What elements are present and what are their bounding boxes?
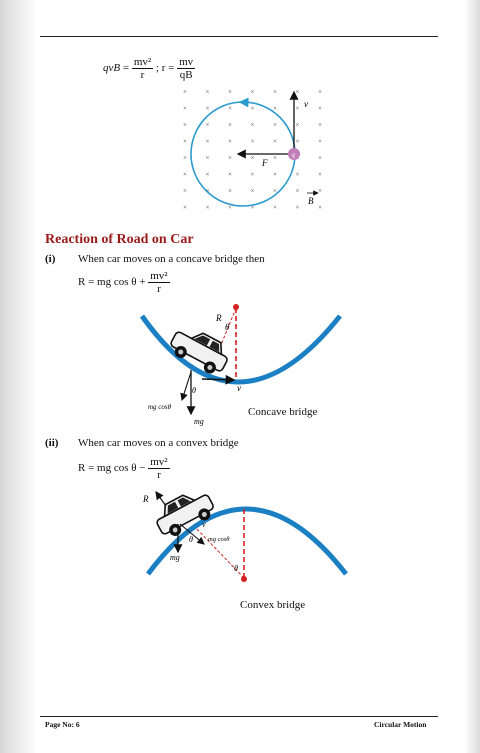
- velocity-label: v: [237, 383, 241, 393]
- page-shadow-left: [0, 0, 34, 753]
- field-cross-mark: ×: [318, 104, 322, 113]
- convex-bridge-diagram: [130, 484, 360, 594]
- field-cross-mark: ×: [228, 121, 232, 129]
- field-cross-mark: ×: [205, 137, 210, 146]
- field-cross-mark: ×: [273, 170, 277, 179]
- field-cross-grid: [183, 88, 322, 212]
- fraction-mv2-over-r: [148, 456, 169, 481]
- field-cross-mark: ×: [205, 170, 210, 179]
- field-cross-mark: ×: [250, 170, 255, 179]
- bottom-rule: [40, 716, 438, 717]
- formula-lhs: R = mg cos θ −: [78, 462, 146, 475]
- angle-label-car: θ: [189, 535, 193, 544]
- field-cross-mark: ×: [183, 137, 187, 146]
- item-text-ii: When car moves on a convex bridge: [78, 437, 239, 449]
- field-cross-mark: ×: [318, 137, 322, 146]
- field-cross-mark: ×: [318, 203, 322, 212]
- concave-bridge-diagram: [130, 300, 360, 430]
- magnetic-field-diagram: [170, 82, 340, 218]
- fraction-numerator: mv²: [150, 456, 168, 468]
- center-point: [241, 576, 247, 582]
- field-cross-mark: ×: [318, 170, 322, 179]
- lorentz-equation: qvB = $\frac{\text{mv²}}{r}$ ; r = $\frac{mv}{qB}$: [103, 56, 194, 82]
- fraction-mv2-over-r: [148, 270, 169, 295]
- velocity-arrow: [202, 379, 234, 380]
- field-cross-mark: ×: [273, 121, 277, 129]
- field-cross-mark: ×: [183, 154, 187, 162]
- field-label: B: [308, 196, 314, 206]
- weight-label: mg: [170, 553, 180, 562]
- field-cross-mark: ×: [273, 203, 277, 212]
- fraction-mv-over-qb: [177, 56, 195, 81]
- field-cross-mark: ×: [205, 203, 210, 212]
- fraction-numerator: mv: [179, 56, 194, 68]
- velocity-label: v: [304, 99, 308, 109]
- field-cross-mark: ×: [250, 187, 255, 195]
- field-cross-mark: ×: [295, 121, 300, 129]
- field-cross-mark: ×: [205, 121, 210, 129]
- field-cross-mark: ×: [250, 88, 255, 96]
- field-cross-mark: ×: [183, 187, 187, 195]
- angle-label-top: θ: [225, 322, 230, 332]
- convex-formula: [78, 456, 170, 481]
- fraction-denominator: r: [157, 469, 161, 482]
- field-cross-mark: ×: [250, 121, 255, 129]
- field-cross-mark: ×: [205, 104, 210, 113]
- field-cross-mark: ×: [295, 88, 300, 96]
- section-heading: Reaction of Road on Car: [45, 232, 194, 247]
- field-cross-mark: ×: [183, 170, 187, 179]
- fraction-numerator: mv²: [150, 270, 168, 282]
- chapter-name: Circular Motion: [374, 720, 427, 729]
- fraction-denominator: qB: [179, 69, 193, 82]
- equation-separator: ; r =: [155, 62, 175, 75]
- field-cross-mark: ×: [250, 137, 255, 146]
- fraction-denominator: r: [140, 69, 145, 82]
- field-cross-mark: ×: [250, 154, 255, 162]
- field-cross-mark: ×: [228, 88, 232, 96]
- field-cross-mark: ×: [295, 104, 300, 113]
- field-cross-mark: ×: [273, 154, 277, 162]
- fraction-denominator: r: [157, 283, 161, 296]
- mg-cos-label: mg cosθ: [148, 403, 172, 411]
- field-cross-mark: ×: [318, 154, 322, 162]
- angle-label-bottom: θ: [192, 386, 196, 395]
- top-rule: [40, 36, 438, 37]
- field-cross-mark: ×: [183, 104, 187, 113]
- convex-bridge-caption: Convex bridge: [240, 599, 306, 611]
- field-cross-mark: ×: [318, 121, 322, 129]
- field-cross-mark: ×: [205, 88, 210, 96]
- velocity-label: v: [202, 520, 206, 529]
- field-cross-mark: ×: [228, 203, 232, 212]
- concave-formula: [78, 270, 170, 295]
- field-cross-mark: ×: [273, 137, 277, 146]
- field-cross-mark: ×: [250, 104, 255, 113]
- field-cross-mark: ×: [205, 187, 210, 195]
- field-cross-mark: ×: [295, 187, 300, 195]
- reaction-label: R: [216, 313, 222, 323]
- field-cross-mark: ×: [183, 88, 187, 96]
- field-cross-mark: ×: [318, 88, 322, 96]
- weight-label: mg: [194, 417, 204, 426]
- field-cross-mark: ×: [228, 170, 232, 179]
- field-cross-mark: ×: [295, 137, 300, 146]
- reaction-label: R: [143, 494, 149, 504]
- field-cross-mark: ×: [318, 187, 322, 195]
- concave-bridge-caption: Concave bridge: [248, 406, 318, 418]
- field-cross-mark: ×: [183, 203, 187, 212]
- field-cross-mark: ×: [273, 88, 277, 96]
- fraction-numerator: mv²: [133, 56, 152, 68]
- center-point: [233, 304, 239, 310]
- page-number: Page No: 6: [45, 720, 80, 729]
- field-cross-mark: ×: [205, 154, 210, 162]
- concave-road-arc: [142, 316, 340, 382]
- field-cross-mark: ×: [295, 203, 300, 212]
- field-cross-mark: ×: [273, 104, 277, 113]
- mg-cos-label: mg cosθ: [208, 536, 230, 543]
- field-cross-mark: ×: [295, 170, 300, 179]
- reaction-arrow: [156, 492, 166, 506]
- item-text-i: When car moves on a concave bridge then: [78, 253, 265, 265]
- field-cross-mark: ×: [250, 203, 255, 212]
- equation-lhs: qvB: [103, 62, 121, 75]
- field-cross-mark: ×: [228, 137, 232, 146]
- fraction-mv2-over-r: [132, 56, 153, 81]
- field-cross-mark: ×: [228, 104, 232, 113]
- field-cross-mark: ×: [273, 187, 277, 195]
- item-number-ii: (ii): [45, 437, 59, 449]
- mg-cos-arrow: [182, 372, 191, 400]
- formula-lhs: R = mg cos θ +: [78, 276, 146, 289]
- page-shadow-right: [466, 0, 480, 753]
- field-cross-mark: ×: [228, 187, 232, 195]
- item-number-i: (i): [45, 253, 56, 265]
- field-cross-mark: ×: [228, 154, 232, 162]
- field-cross-mark: ×: [183, 121, 187, 129]
- angle-label-center: θ: [234, 564, 238, 573]
- charge-label: q: [291, 151, 295, 159]
- force-label: F: [262, 158, 268, 168]
